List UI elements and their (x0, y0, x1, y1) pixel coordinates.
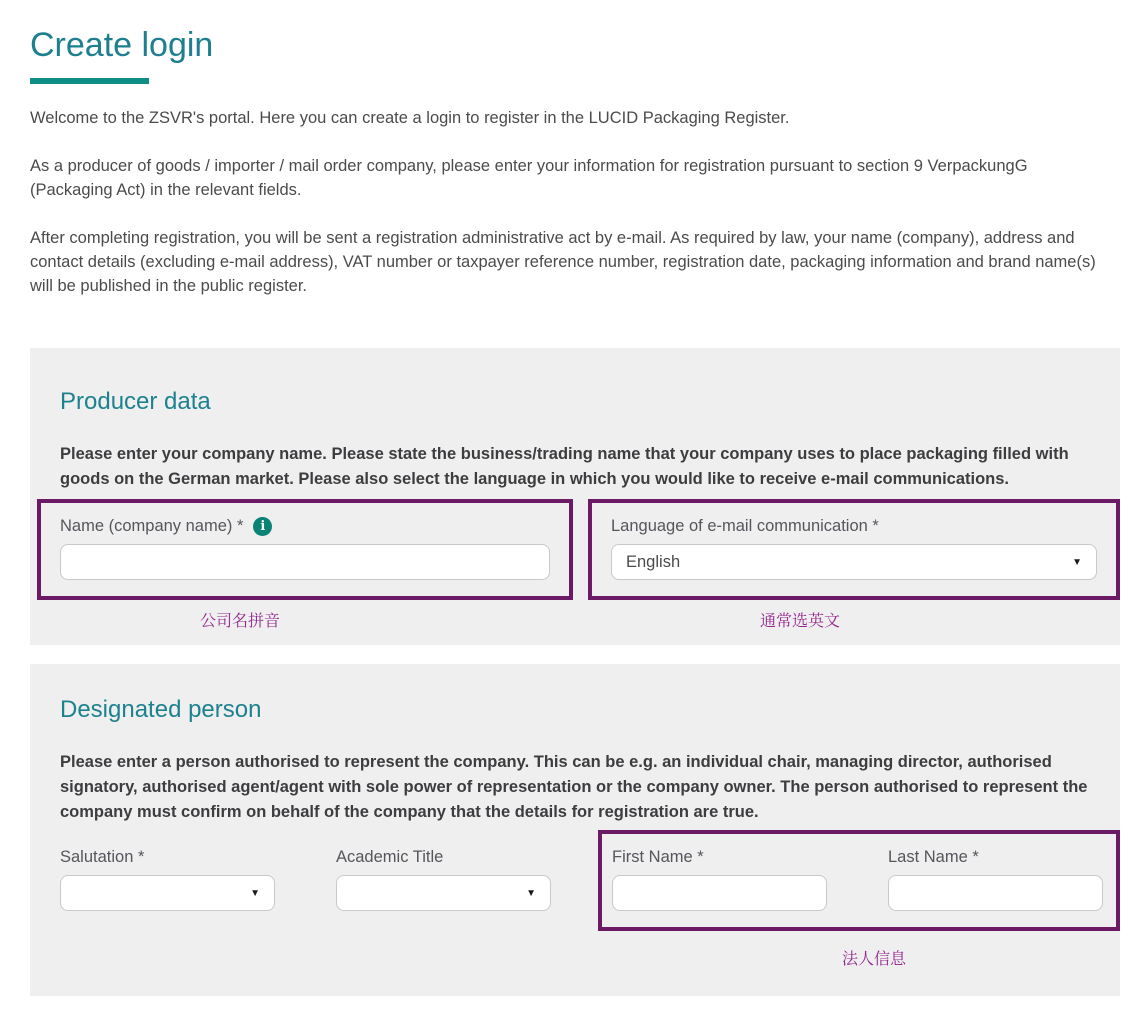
first-name-field-group (612, 848, 827, 911)
company-name-label-row (60, 517, 550, 536)
producer-data-heading: Producer data (60, 388, 211, 415)
chevron-down-icon: ▼ (526, 887, 536, 899)
last-name-input[interactable] (888, 875, 1103, 911)
company-name-annotation: 公司名拼音 (200, 613, 281, 630)
language-label: Language of e-mail communication * (611, 517, 879, 535)
producer-data-section (30, 348, 1120, 645)
producer-annotations-row (30, 608, 1120, 631)
designated-fields-row (60, 830, 1120, 931)
producer-fields-row (37, 499, 1120, 600)
intro-paragraph-3: After completing registration, you will be sent a registration administrative act by e-mail. As required by law, your name (company), address and contact details (excluding e-mail address), VAT number or taxpayer reference number, registration date, packaging information and brand name(s) will be published in the public register. (30, 229, 1096, 295)
create-login-page (0, 26, 1139, 1009)
academic-title-select[interactable] (336, 875, 551, 911)
intro-paragraph-2: As a producer of goods / importer / mail order company, please enter your information for registration pursuant to section 9 VerpackungG (Packaging Act) in the relevant fields. (30, 157, 1028, 199)
last-name-field-group (888, 848, 1103, 911)
intro-paragraph-1: Welcome to the ZSVR's portal. Here you can create a login to register in the LUCID Packaging Register. (30, 109, 790, 127)
academic-title-label: Academic Title (336, 848, 444, 866)
designated-person-description: Please enter a person authorised to represent the company. This can be e.g. an individual chair, managing director, authorised signatory, authorised agent/agent with sole power of representation or the company owner. The person authorised to represent the company must confirm on behalf of the company that the details for registration are true. (60, 753, 1088, 821)
page-title: Create login (30, 26, 214, 64)
salutation-select[interactable] (60, 875, 275, 911)
language-annotation: 通常选英文 (760, 613, 841, 630)
producer-data-description: Please enter your company name. Please state the business/trading name that your company uses to place packaging filled with goods on the German market. Please also select the language in which you would like to receive e-mail communications. (60, 445, 1069, 488)
last-name-label: Last Name * (888, 848, 979, 866)
salutation-label: Salutation * (60, 848, 145, 866)
language-selected-value: English (626, 552, 681, 571)
language-select[interactable] (611, 544, 1097, 580)
designated-person-section (30, 664, 1120, 996)
chevron-down-icon: ▼ (1072, 556, 1082, 568)
salutation-field-group (60, 830, 275, 911)
company-name-input[interactable] (60, 544, 550, 580)
info-icon[interactable]: i (253, 517, 272, 536)
first-name-label: First Name * (612, 848, 704, 866)
person-annotation: 法人信息 (842, 951, 907, 968)
chevron-down-icon: ▼ (250, 887, 260, 899)
language-highlight-box (588, 499, 1120, 600)
designated-person-heading: Designated person (60, 696, 262, 723)
title-underline (30, 78, 149, 84)
company-name-label: Name (company name) * (60, 517, 244, 535)
person-name-highlight-box (598, 830, 1120, 931)
first-name-input[interactable] (612, 875, 827, 911)
academic-title-field-group (336, 830, 551, 911)
company-name-highlight-box (37, 499, 573, 600)
